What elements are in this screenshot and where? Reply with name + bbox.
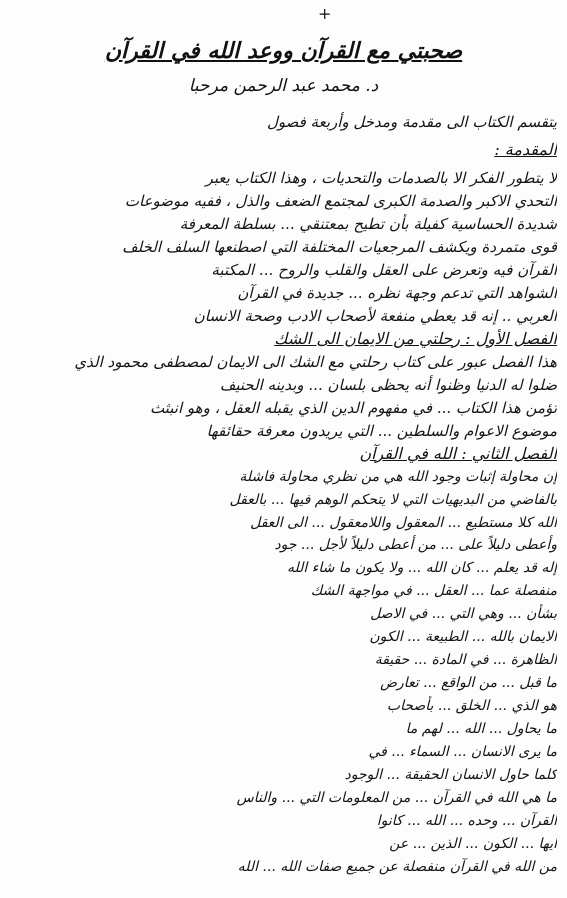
handwritten-line: إن محاولة إثبات وجود الله هي من نظري محاولة فاشلة — [239, 468, 557, 485]
handwritten-line: الشواهد التي تدعم وجهة نظره ... جديدة في القرآن — [237, 283, 557, 302]
handwritten-line: الفصل الثاني : الله في القرآن — [359, 443, 557, 463]
handwritten-line: منفصلة عما ... العقل ... في مواجهة الشك — [310, 583, 557, 600]
handwritten-line: الله كلا مستطيع ... المعقول واللامعقول ... الى العقل — [250, 514, 557, 531]
handwritten-line: إله قد يعلم ... كان الله ... ولا يكون ما شاء الله — [287, 560, 557, 577]
handwritten-line: التحدي الاكبر والصدمة الكبرى لمجتمع الضعف والذل ، ففيه موضوعات — [124, 191, 557, 210]
handwritten-line: موضوع الاعوام والسلطين ... التي يريدون معرفة حقائقها — [206, 421, 557, 440]
handwritten-line: القرآن ... وحده ... الله ... كانوا — [376, 813, 557, 830]
handwritten-line: كلما حاول الانسان الحقيقة ... الوجود — [344, 767, 557, 784]
handwritten-line: ضلوا له الدنيا وظنوا أنه يحظى بلسان ... وبدينه الحنيف — [219, 375, 557, 394]
handwritten-line: قوى متمردة ويكشف المرجعيات المختلفة التي اصطنعها السلف الخلف — [122, 237, 557, 256]
handwritten-line: تؤمن هذا الكتاب ... في مفهوم الدين الذي يقبله العقل ، وهو انبثث — [150, 398, 557, 417]
handwritten-line: لا يتطور الفكر الا بالصدمات والتحديات ، وهذا الكتاب يعبر — [205, 169, 557, 187]
document-title: صحبتي مع القرآن ووعد الله في القرآن — [104, 38, 463, 64]
handwritten-line: ما يحاول ... الله ... لهم ما — [405, 721, 557, 738]
handwritten-line: من الله في القرآن منفصلة عن جميع صفات الله ... الله — [237, 859, 557, 876]
top-mark: + — [318, 4, 332, 23]
handwritten-line: بشأن ... وهي التي ... في الاصل — [370, 606, 557, 623]
handwritten-line: شديدة الحساسية كفيلة بأن تطيح بمعتنقي ... بسلطة المعرفة — [179, 214, 557, 233]
handwritten-line: الفصل الأول : رحلتي من الايمان الى الشك — [274, 328, 557, 348]
document-author: د. محمد عبد الرحمن مرحبا — [188, 76, 379, 96]
handwritten-line: وأعطى دليلاً على ... من أعطى دليلاً لأجل ... جود — [274, 537, 557, 554]
handwritten-line: الظاهرة ... في المادة ... حقيقة — [374, 652, 557, 669]
handwritten-line: ما هي الله في القرآن ... من المعلومات التي ... والناس — [236, 790, 557, 807]
handwritten-line: هو الذي ... الخلق ... بأصحاب — [386, 698, 557, 715]
handwritten-line: ما قبل ... من الواقع ... تعارض — [380, 675, 557, 692]
handwritten-line: العربي .. إنه قد يعطي منفعة لأصحاب الادب وصحة الانسان — [193, 306, 557, 325]
intro-line: يتقسم الكتاب الى مقدمة ومدخل وأربعة فصول — [266, 113, 557, 131]
handwritten-line: الايمان بالله ... الطبيعة ... الكون — [369, 629, 557, 646]
handwritten-line: هذا الفصل عبور على كتاب رحلتي مع الشك الى الايمان لمصطفى محمود الذي — [74, 352, 557, 371]
handwritten-line: ما يرى الانسان ... السماء ... في — [368, 744, 557, 761]
handwritten-line: بالفاضي من البديهيات التي لا يتحكم الوهم فيها ... بالعقل — [229, 491, 557, 508]
handwritten-line: القرآن فيه وتعرض على العقل والقلب والروح ... المكتبة — [211, 260, 557, 279]
handwritten-line: ايها ... الكون ... الذين ... عن — [389, 836, 557, 853]
intro-heading: المقدمة : — [494, 140, 557, 159]
